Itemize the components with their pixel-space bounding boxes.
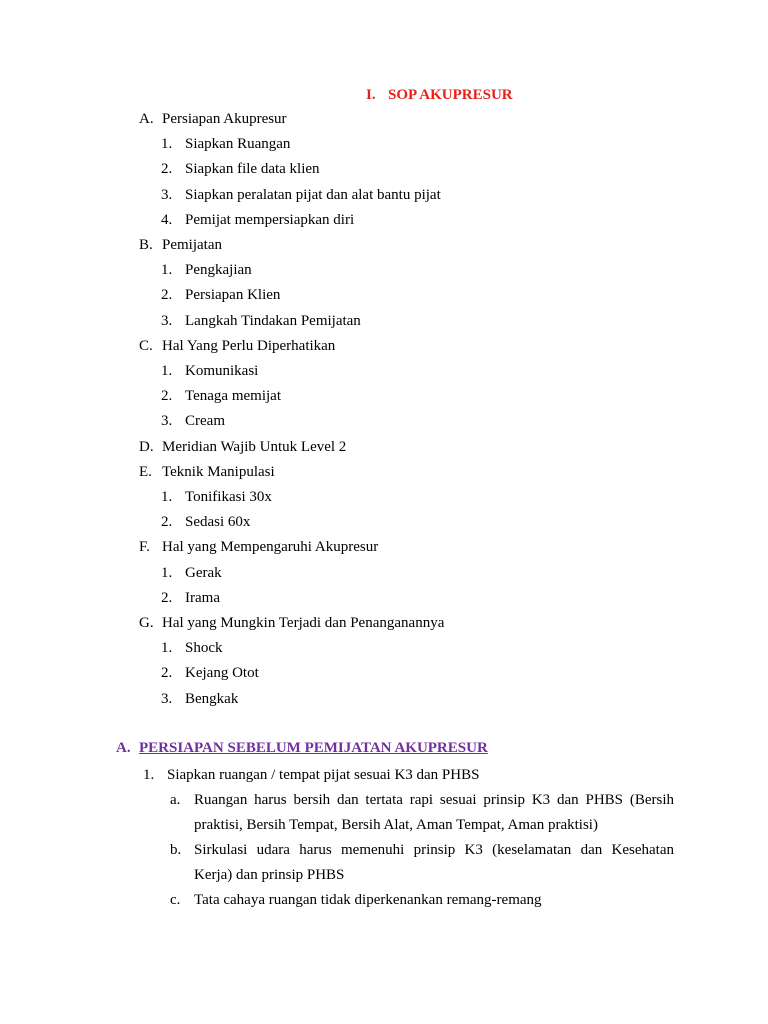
section-heading-label: A. — [116, 740, 131, 756]
outline-item-number: 3. — [161, 413, 173, 429]
outline-item — [161, 589, 220, 607]
outline-item-text: Shock — [185, 640, 223, 656]
outline-item-number: 3. — [161, 313, 173, 329]
outline-section-text: Teknik Manipulasi — [162, 464, 275, 480]
outline-section-label: B. — [139, 237, 153, 253]
outline-item — [161, 362, 258, 380]
outline-item — [161, 186, 441, 204]
section-heading-text: PERSIAPAN SEBELUM PEMIJATAN AKUPRESUR — [139, 740, 488, 756]
outline-item-number: 3. — [161, 691, 173, 707]
outline-item-text: Cream — [185, 413, 225, 429]
subitem-a-label: a. — [170, 792, 181, 808]
subitem-a-line1: Ruangan harus bersih dan tertata rapi sesuai prinsip K3 dan PHBS (Bersih — [194, 792, 674, 808]
step-1-number: 1. — [143, 767, 155, 783]
outline-section-text: Persiapan Akupresur — [162, 111, 287, 127]
outline-item-text: Irama — [185, 590, 220, 606]
outline-item-number: 1. — [161, 262, 173, 278]
outline-item-number: 1. — [161, 640, 173, 656]
outline-item — [161, 286, 280, 304]
outline-item-text: Gerak — [185, 565, 222, 581]
outline-section-label: A. — [139, 111, 154, 127]
outline-item-text: Sedasi 60x — [185, 514, 251, 530]
outline-section-label: D. — [139, 439, 154, 455]
outline-item-text: Pemijat mempersiapkan diri — [185, 212, 355, 228]
outline-section — [139, 337, 335, 355]
outline-section — [139, 538, 378, 556]
outline-section-label: E. — [139, 464, 152, 480]
outline-item-number: 2. — [161, 665, 173, 681]
title-text: SOP AKUPRESUR — [388, 87, 513, 103]
outline-item-number: 1. — [161, 565, 173, 581]
subitem-b-line1: Sirkulasi udara harus memenuhi prinsip K3 (keselamatan dan Kesehatan — [194, 842, 674, 858]
outline-item-text: Persiapan Klien — [185, 287, 281, 303]
outline-item — [161, 160, 320, 178]
outline-section-text: Pemijatan — [162, 237, 222, 253]
outline-item — [161, 513, 250, 531]
outline-item — [161, 312, 361, 330]
outline-item — [161, 564, 222, 582]
outline-item — [161, 664, 259, 682]
outline-item — [161, 261, 252, 279]
outline-section-text: Meridian Wajib Untuk Level 2 — [162, 439, 347, 455]
outline-item-text: Tenaga memijat — [185, 388, 281, 404]
outline-item-number: 3. — [161, 187, 173, 203]
outline-section-label: G. — [139, 615, 154, 631]
outline-item-number: 4. — [161, 212, 173, 228]
section-heading — [116, 739, 488, 757]
outline-item-text: Kejang Otot — [185, 665, 259, 681]
outline-section — [139, 614, 444, 632]
outline-item-text: Siapkan file data klien — [185, 161, 320, 177]
step-1 — [143, 766, 479, 784]
outline-section — [139, 438, 346, 456]
outline-item — [161, 488, 272, 506]
outline-section — [139, 110, 287, 128]
outline-item-text: Komunikasi — [185, 363, 259, 379]
outline-item-text: Langkah Tindakan Pemijatan — [185, 313, 361, 329]
outline-item-number: 2. — [161, 590, 173, 606]
outline-item-text: Tonifikasi 30x — [185, 489, 272, 505]
outline-item-number: 2. — [161, 514, 173, 530]
outline-item — [161, 135, 290, 153]
document-title — [366, 86, 513, 104]
outline-item-number: 1. — [161, 363, 173, 379]
outline-item — [161, 211, 354, 229]
title-number: I. — [366, 87, 376, 103]
outline-item — [161, 387, 281, 405]
step-1-text: Siapkan ruangan / tempat pijat sesuai K3 dan PHBS — [167, 767, 480, 783]
outline-section-label: F. — [139, 539, 150, 555]
outline-item-number: 1. — [161, 489, 173, 505]
outline-item-number: 2. — [161, 161, 173, 177]
outline-item — [161, 690, 238, 708]
outline-item — [161, 412, 225, 430]
outline-section-text: Hal Yang Perlu Diperhatikan — [162, 338, 336, 354]
outline-item-text: Siapkan peralatan pijat dan alat bantu pijat — [185, 187, 441, 203]
outline-item-text: Bengkak — [185, 691, 239, 707]
outline-item-number: 2. — [161, 287, 173, 303]
outline-item-text: Siapkan Ruangan — [185, 136, 291, 152]
subitem-c-label: c. — [170, 892, 181, 908]
outline-section — [139, 463, 275, 481]
subitem-a-line2: praktisi, Bersih Tempat, Bersih Alat, Aman Tempat, Aman praktisi) — [194, 817, 598, 833]
outline-item-text: Pengkajian — [185, 262, 252, 278]
outline-item-number: 1. — [161, 136, 173, 152]
subitem-c-line1: Tata cahaya ruangan tidak diperkenankan remang-remang — [194, 892, 542, 908]
outline-item — [161, 639, 223, 657]
outline-item-number: 2. — [161, 388, 173, 404]
outline-section-text: Hal yang Mungkin Terjadi dan Penanganannya — [162, 615, 445, 631]
outline-section-label: C. — [139, 338, 153, 354]
subitem-b-line2: Kerja) dan prinsip PHBS — [194, 867, 345, 883]
subitem-b-label: b. — [170, 842, 182, 858]
outline-section-text: Hal yang Mempengaruhi Akupresur — [162, 539, 379, 555]
outline-section — [139, 236, 222, 254]
